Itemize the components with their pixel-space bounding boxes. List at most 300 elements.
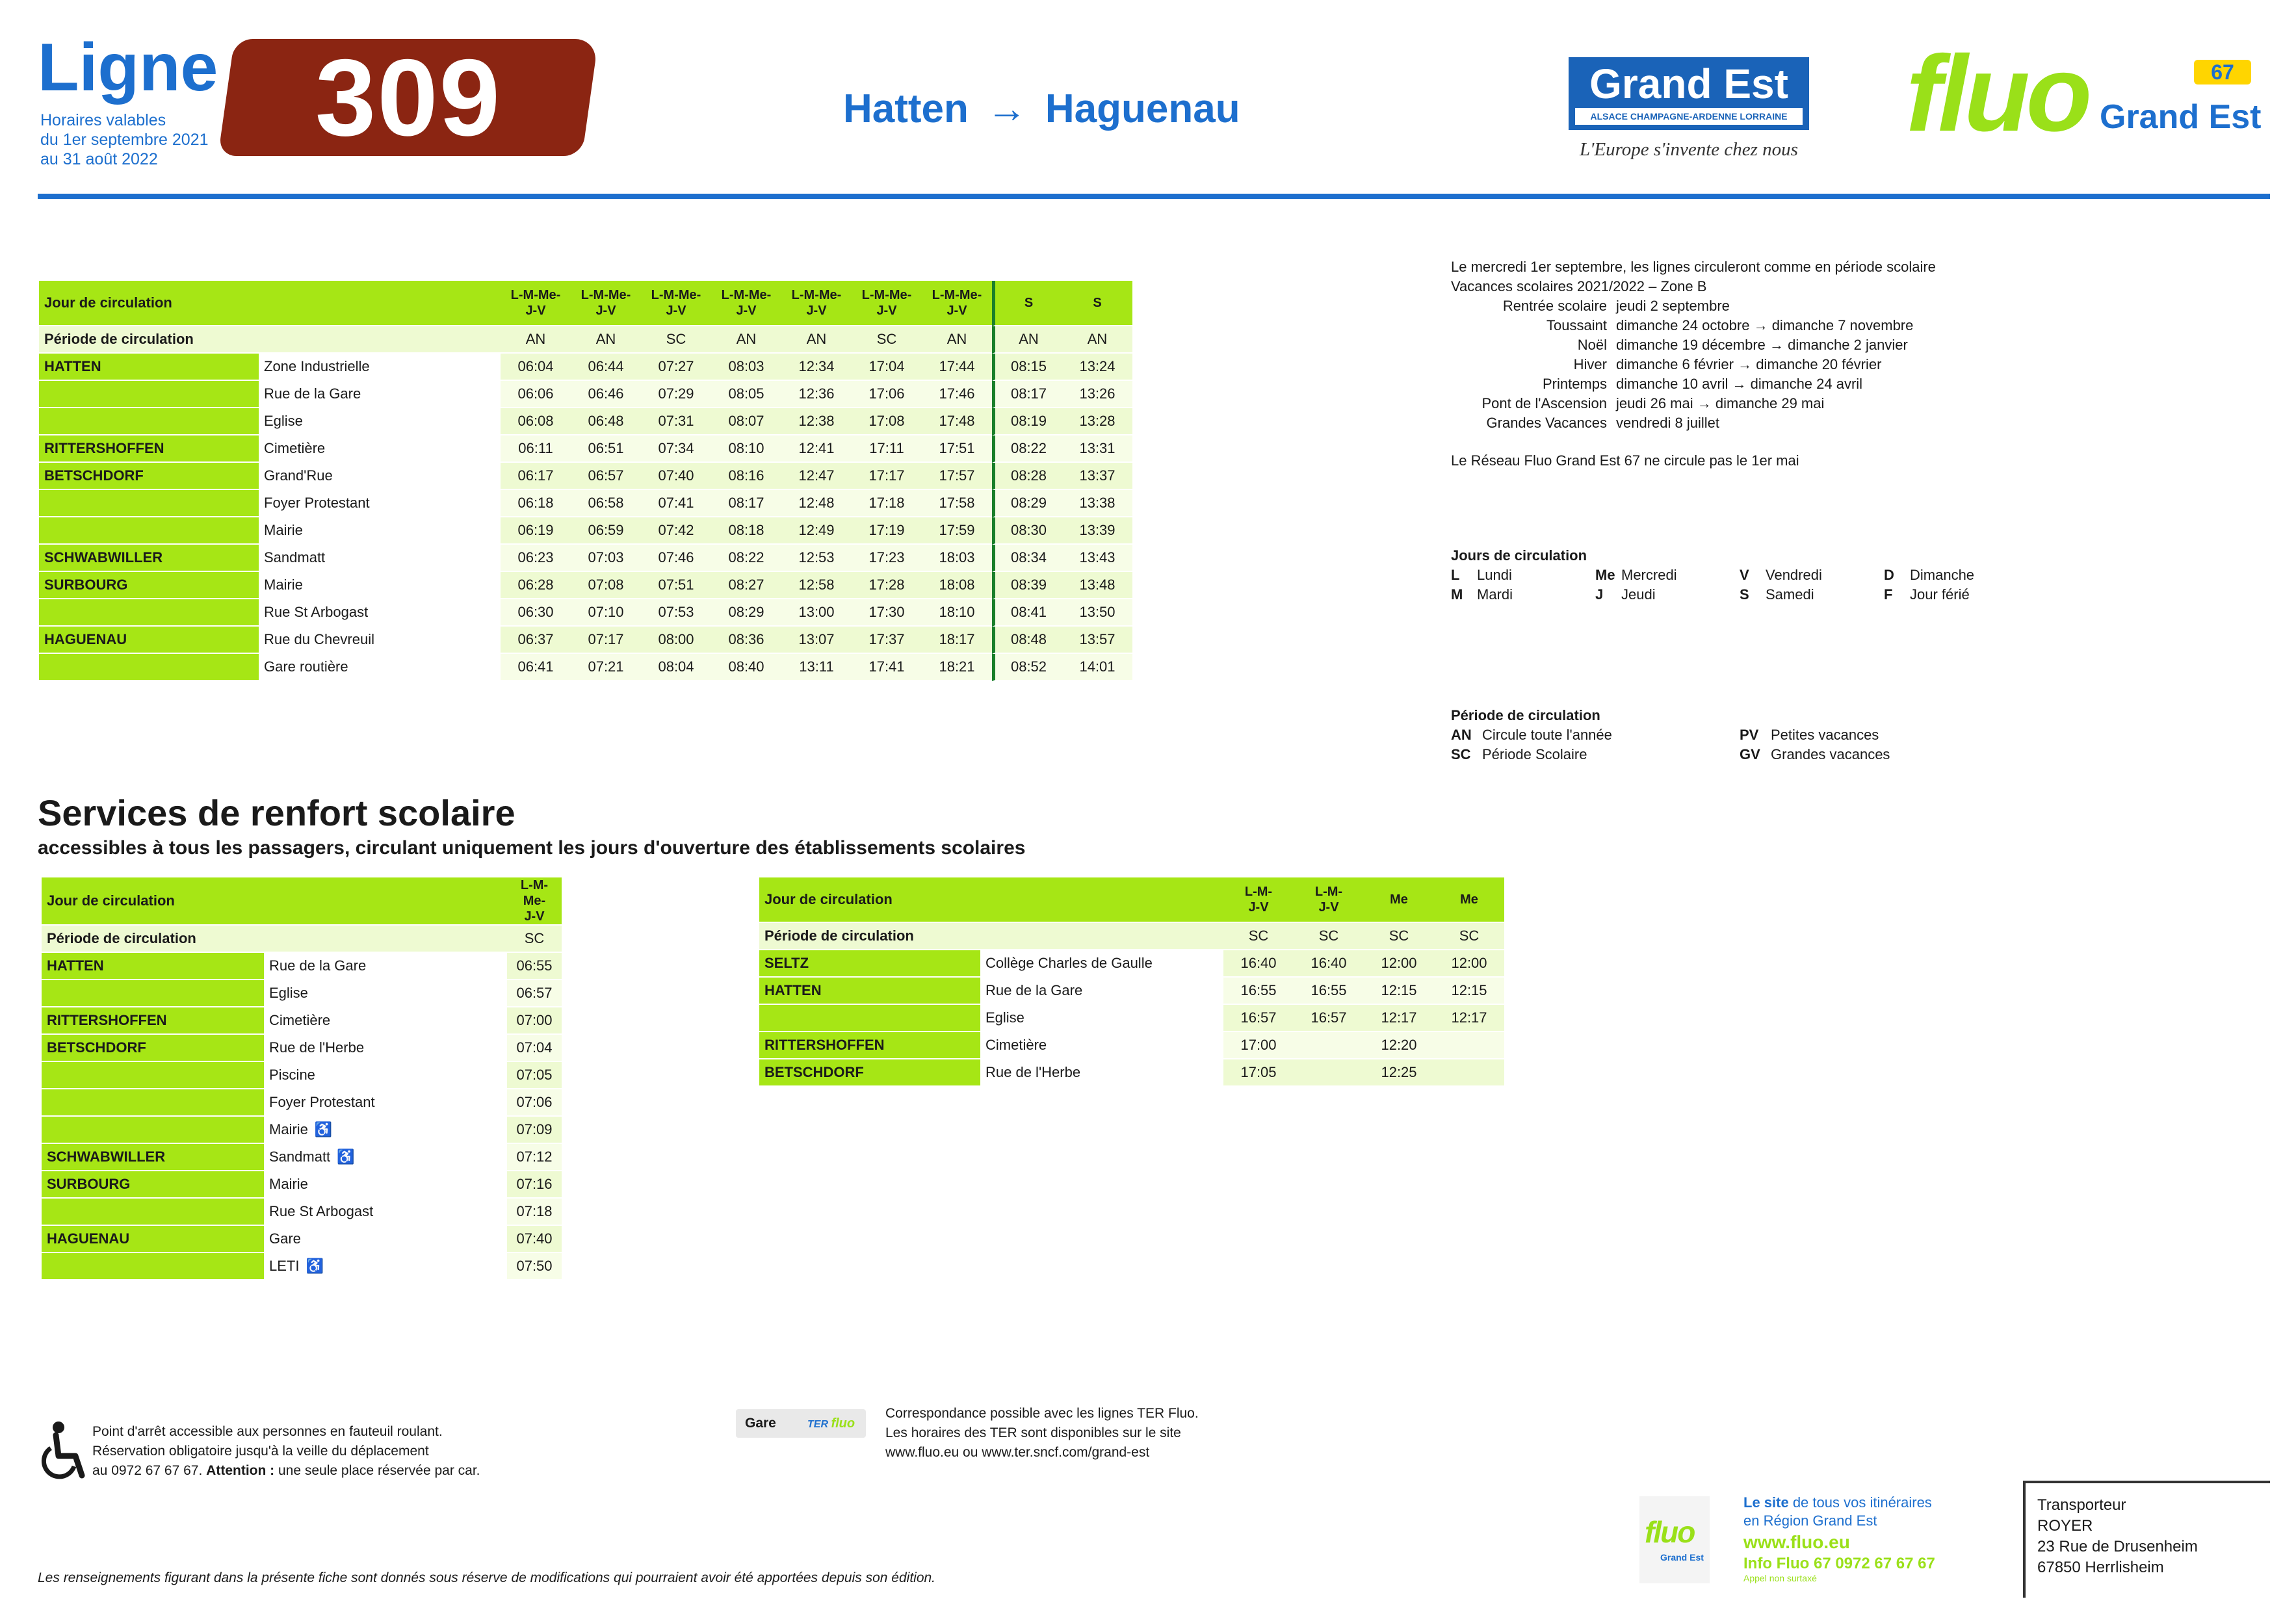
day-legend-code: V <box>1740 567 1749 583</box>
stop-name-cell <box>264 980 507 1007</box>
first-day-note: Le mercredi 1er septembre, les lignes circuleront comme en période scolaire <box>1451 259 1936 275</box>
stop-name-cell <box>980 950 1223 978</box>
holiday-dates: dimanche 24 octobre → dimanche 7 novembre <box>1616 317 1914 333</box>
day-label: Jour de circulation <box>42 877 507 926</box>
period-code: AN <box>571 326 641 354</box>
day-legend-code: M <box>1451 586 1463 603</box>
day-legend-item <box>1595 565 1740 585</box>
holiday-row <box>1451 316 1936 335</box>
stop-name-cell <box>259 463 501 490</box>
stop-city <box>39 654 259 681</box>
stop-name: Gare routière <box>264 658 348 675</box>
stop-city: HAGUENAU <box>42 1226 264 1253</box>
stop-name-cell <box>264 1062 507 1089</box>
departure-time: 07:46 <box>641 545 711 572</box>
departure-time: 07:31 <box>641 408 711 435</box>
stop-row <box>42 1144 562 1171</box>
departure-time: 07:17 <box>571 627 641 654</box>
period-label: Période de circulation <box>42 926 507 953</box>
stop-name: Zone Industrielle <box>264 358 370 374</box>
grand-est-logo-subtitle: ALSACE CHAMPAGNE-ARDENNE LORRAINE <box>1575 108 1803 125</box>
departure-time: 06:04 <box>501 354 571 381</box>
day-legend-label: Dimanche <box>1910 567 1975 583</box>
departure-time: 08:52 <box>992 654 1062 681</box>
period-code: AN <box>501 326 571 354</box>
departure-time: 07:03 <box>571 545 641 572</box>
accessibility-line: Réservation obligatoire jusqu'à la veille du déplacement <box>92 1444 429 1459</box>
departure-time: 08:03 <box>711 354 781 381</box>
holidays-list <box>1451 296 1936 433</box>
departure-time: 17:30 <box>852 599 922 627</box>
transporteur-name: ROYER <box>2037 1517 2093 1535</box>
period-code: SC <box>507 926 562 953</box>
departure-time: 06:17 <box>501 463 571 490</box>
departure-time: 17:41 <box>852 654 922 681</box>
period-legend-item <box>1451 725 1740 745</box>
stop-city <box>39 599 259 627</box>
fluo-logo: fluo <box>1906 34 2089 154</box>
web-info <box>1743 1494 1935 1583</box>
stop-name: Foyer Protestant <box>269 1094 375 1110</box>
grand-est-logo-text: Grand Est <box>1589 60 1788 107</box>
stop-row <box>39 408 1132 435</box>
stop-name-cell <box>259 627 501 654</box>
route-arrow-icon: → <box>986 86 1027 131</box>
stop-name-cell <box>259 435 501 463</box>
period-legend-item <box>1451 745 1740 764</box>
day-code: S <box>992 281 1062 326</box>
departure-time: 18:03 <box>922 545 992 572</box>
departure-time: 17:58 <box>922 490 992 517</box>
stop-name: Eglise <box>269 985 308 1001</box>
departure-time: 17:00 <box>1223 1032 1294 1059</box>
departure-time: 06:57 <box>507 980 562 1007</box>
departure-time: 08:04 <box>641 654 711 681</box>
period-code: AN <box>922 326 992 354</box>
holiday-row <box>1451 296 1936 316</box>
departure-time: 06:37 <box>501 627 571 654</box>
departure-time: 13:24 <box>1062 354 1132 381</box>
stop-row <box>39 381 1132 408</box>
route-title <box>843 86 1240 132</box>
departure-time: 08:16 <box>711 463 781 490</box>
stop-row <box>39 627 1132 654</box>
line-number: 309 <box>315 36 502 159</box>
stop-row <box>759 1032 1504 1059</box>
transporteur-label: Transporteur <box>2037 1496 2126 1514</box>
departure-time: 13:11 <box>781 654 852 681</box>
stop-name: Eglise <box>985 1009 1024 1026</box>
departure-time: 06:19 <box>501 517 571 545</box>
accessibility-line: au 0972 67 67 67. <box>92 1463 203 1478</box>
departure-time: 08:05 <box>711 381 781 408</box>
stop-name: Grand'Rue <box>264 467 333 484</box>
stop-name: LETI <box>269 1258 300 1274</box>
stop-name-cell <box>259 517 501 545</box>
stop-name-cell <box>259 545 501 572</box>
departure-time: 17:28 <box>852 572 922 599</box>
departure-time: 12:47 <box>781 463 852 490</box>
departure-time: 16:40 <box>1223 950 1294 978</box>
departure-time: 07:51 <box>641 572 711 599</box>
stop-row <box>759 1005 1504 1032</box>
departure-time: 12:34 <box>781 354 852 381</box>
stop-city <box>39 381 259 408</box>
departure-time: 08:18 <box>711 517 781 545</box>
stop-row <box>39 463 1132 490</box>
stop-row <box>759 950 1504 978</box>
period-header-row <box>759 923 1504 950</box>
departure-time: 07:09 <box>507 1117 562 1144</box>
ter-fluo-label: fluo <box>831 1416 855 1431</box>
departure-time: 06:18 <box>501 490 571 517</box>
departure-time: 17:48 <box>922 408 992 435</box>
stop-name-cell <box>259 381 501 408</box>
departure-time: 08:48 <box>992 627 1062 654</box>
days-header-row <box>42 877 562 926</box>
departure-time: 07:08 <box>571 572 641 599</box>
stop-name-cell <box>259 408 501 435</box>
departure-time: 17:04 <box>852 354 922 381</box>
departure-time: 06:44 <box>571 354 641 381</box>
departure-time: 12:25 <box>1364 1059 1434 1087</box>
departure-time: 07:40 <box>641 463 711 490</box>
departure-time: 08:39 <box>992 572 1062 599</box>
stop-city <box>42 1089 264 1117</box>
departure-time: 12:41 <box>781 435 852 463</box>
stop-name: Rue de l'Herbe <box>985 1064 1081 1080</box>
info-phone[interactable]: Info Fluo 67 0972 67 67 67 <box>1743 1555 1935 1572</box>
fluo-region: Grand Est <box>2100 98 2262 136</box>
day-legend-code: S <box>1740 586 1749 603</box>
fluo-small-logo-text: fluo <box>1645 1515 1695 1549</box>
holiday-name: Grandes Vacances <box>1486 415 1607 431</box>
stop-name-cell <box>264 1253 507 1280</box>
day-legend-item <box>1740 565 1884 585</box>
stop-row <box>39 517 1132 545</box>
departure-time: 17:18 <box>852 490 922 517</box>
departure-time: 17:57 <box>922 463 992 490</box>
departure-time: 13:50 <box>1062 599 1132 627</box>
departure-time <box>1434 1032 1504 1059</box>
stop-name: Mairie <box>269 1121 308 1137</box>
stop-name: Cimetière <box>985 1037 1047 1053</box>
attention-text: une seule place réservée par car. <box>274 1463 480 1478</box>
stop-city: SCHWABWILLER <box>42 1144 264 1171</box>
departure-time: 17:06 <box>852 381 922 408</box>
stop-city: RITTERSHOFFEN <box>39 435 259 463</box>
renfort-subtitle: accessibles à tous les passagers, circulant uniquement les jours d'ouverture des établissements scolaires <box>38 837 1026 859</box>
departure-time: 06:08 <box>501 408 571 435</box>
departure-time: 08:22 <box>711 545 781 572</box>
departure-time: 08:29 <box>992 490 1062 517</box>
transporteur-city: 67850 Herrlisheim <box>2037 1559 2164 1576</box>
departure-time: 13:37 <box>1062 463 1132 490</box>
departure-time: 08:19 <box>992 408 1062 435</box>
wheelchair-icon: ♿ <box>306 1258 324 1274</box>
period-legend-item <box>1740 745 2028 764</box>
disclaimer: Les renseignements figurant dans la présente fiche sont donnés sous réserve de modifications qui pourraient avoir été apportées depuis son édition. <box>38 1570 936 1585</box>
holiday-name: Rentrée scolaire <box>1502 298 1607 314</box>
departure-time: 12:58 <box>781 572 852 599</box>
stop-name-cell <box>259 354 501 381</box>
info-phone-note: Appel non surtaxé <box>1743 1573 1817 1583</box>
stop-name: Rue St Arbogast <box>264 604 369 620</box>
departure-time <box>1294 1032 1364 1059</box>
holiday-name: Hiver <box>1573 356 1607 372</box>
stop-row <box>42 1226 562 1253</box>
day-legend-item <box>1451 565 1595 585</box>
wheelchair-icon: ♿ <box>337 1149 355 1165</box>
stop-name: Mairie <box>264 577 303 593</box>
day-legend-code: F <box>1884 586 1893 603</box>
stop-city <box>759 1005 980 1032</box>
stop-row <box>42 1007 562 1035</box>
period-code: SC <box>1364 923 1434 950</box>
day-legend-code: J <box>1595 586 1604 603</box>
period-legend-item <box>1740 725 2028 745</box>
departure-time: 13:43 <box>1062 545 1132 572</box>
period-header-row <box>42 926 562 953</box>
period-code: SC <box>1434 923 1504 950</box>
departure-time: 18:08 <box>922 572 992 599</box>
stop-name: Cimetière <box>264 440 326 456</box>
departure-time: 08:00 <box>641 627 711 654</box>
stop-city: HATTEN <box>39 354 259 381</box>
stop-city: SELTZ <box>759 950 980 978</box>
period-legend-code: SC <box>1451 746 1471 762</box>
stop-name: Collège Charles de Gaulle <box>985 955 1153 971</box>
departure-time: 13:31 <box>1062 435 1132 463</box>
period-code: AN <box>781 326 852 354</box>
ter-fluo-logo <box>807 1409 855 1439</box>
day-legend-label: Mardi <box>1477 586 1513 603</box>
ter-line: Les horaires des TER sont disponibles sur le site <box>885 1425 1181 1440</box>
stop-name: Rue de la Gare <box>264 385 361 402</box>
departure-time: 07:50 <box>507 1253 562 1280</box>
holiday-dates: vendredi 8 juillet <box>1616 415 1719 431</box>
day-label: Jour de circulation <box>759 877 1223 923</box>
stop-city <box>39 517 259 545</box>
stop-row <box>759 1059 1504 1087</box>
period-legend-label: Période Scolaire <box>1482 746 1587 762</box>
day-code: L-M- J-V <box>1294 877 1364 923</box>
holiday-row <box>1451 413 1936 433</box>
fluo-small-logo-region: Grand Est <box>1660 1552 1704 1563</box>
day-code: L-M-Me- J-V <box>922 281 992 326</box>
departure-time: 16:55 <box>1294 978 1364 1005</box>
stop-city <box>39 490 259 517</box>
departure-time: 12:15 <box>1364 978 1434 1005</box>
departure-time: 08:41 <box>992 599 1062 627</box>
day-legend-item <box>1595 585 1740 604</box>
stop-name-cell <box>264 953 507 980</box>
day-legend-label: Vendredi <box>1766 567 1822 583</box>
departure-time: 06:46 <box>571 381 641 408</box>
departure-time: 13:28 <box>1062 408 1132 435</box>
departure-time: 17:17 <box>852 463 922 490</box>
holiday-name: Noël <box>1577 337 1607 353</box>
stop-name-cell <box>259 490 501 517</box>
grand-est-logo <box>1569 57 1809 130</box>
website-link[interactable]: www.fluo.eu <box>1743 1532 1850 1552</box>
departure-time: 16:57 <box>1294 1005 1364 1032</box>
departure-time: 17:46 <box>922 381 992 408</box>
stop-name-cell <box>980 1032 1223 1059</box>
stop-city: SURBOURG <box>42 1171 264 1199</box>
stop-row <box>42 1089 562 1117</box>
departure-time: 08:30 <box>992 517 1062 545</box>
stop-city: BETSCHDORF <box>759 1059 980 1087</box>
day-legend-item <box>1884 585 2028 604</box>
period-code: SC <box>641 326 711 354</box>
main-timetable <box>39 281 1132 681</box>
days-legend <box>1451 546 2028 604</box>
ter-connection-note <box>885 1404 1199 1462</box>
departure-time: 12:00 <box>1364 950 1434 978</box>
departure-time: 08:36 <box>711 627 781 654</box>
departure-time: 07:06 <box>507 1089 562 1117</box>
period-code: AN <box>711 326 781 354</box>
departure-time: 08:10 <box>711 435 781 463</box>
stop-name: Eglise <box>264 413 303 429</box>
departure-time: 07:53 <box>641 599 711 627</box>
departure-time: 06:55 <box>507 953 562 980</box>
stop-city: RITTERSHOFFEN <box>42 1007 264 1035</box>
holiday-row <box>1451 374 1936 394</box>
departure-time: 06:06 <box>501 381 571 408</box>
ter-links[interactable]: www.fluo.eu ou www.ter.sncf.com/grand-est <box>885 1445 1150 1460</box>
gare-label: Gare <box>745 1416 776 1431</box>
days-legend-title: Jours de circulation <box>1451 547 1587 564</box>
holiday-name: Printemps <box>1542 376 1607 392</box>
day-code: L-M-Me- J-V <box>641 281 711 326</box>
fluo-small-logo <box>1639 1496 1710 1583</box>
holiday-dates: jeudi 2 septembre <box>1616 298 1730 314</box>
departure-time: 17:59 <box>922 517 992 545</box>
stop-name-cell <box>980 1059 1223 1087</box>
stop-city <box>42 980 264 1007</box>
departure-time: 17:44 <box>922 354 992 381</box>
period-legend-label: Grandes vacances <box>1771 746 1890 762</box>
stop-city: BETSCHDORF <box>39 463 259 490</box>
stop-row <box>42 1035 562 1062</box>
day-legend-item <box>1884 565 2028 585</box>
period-legend-label: Petites vacances <box>1771 727 1879 743</box>
departure-time: 08:22 <box>992 435 1062 463</box>
validity-line: au 31 août 2022 <box>40 150 158 168</box>
stop-row <box>39 354 1132 381</box>
stop-row <box>42 1253 562 1280</box>
holiday-dates: jeudi 26 mai → dimanche 29 mai <box>1616 395 1825 411</box>
route-origin: Hatten <box>843 86 969 131</box>
web-line-bold: Le site <box>1743 1494 1789 1511</box>
departure-time: 13:00 <box>781 599 852 627</box>
departure-time: 07:00 <box>507 1007 562 1035</box>
day-legend-code: Me <box>1595 567 1615 583</box>
departure-time: 06:59 <box>571 517 641 545</box>
period-legend <box>1451 706 2028 764</box>
mayday-note: Le Réseau Fluo Grand Est 67 ne circule pas le 1er mai <box>1451 452 1799 469</box>
departure-time: 06:48 <box>571 408 641 435</box>
period-code: AN <box>992 326 1062 354</box>
departure-time: 08:17 <box>992 381 1062 408</box>
departure-time: 07:29 <box>641 381 711 408</box>
accessibility-line: Point d'arrêt accessible aux personnes en fauteuil roulant. <box>92 1424 443 1439</box>
departure-time: 07:41 <box>641 490 711 517</box>
period-code: SC <box>1223 923 1294 950</box>
day-code: Me <box>1434 877 1504 923</box>
holidays-title: Vacances scolaires 2021/2022 – Zone B <box>1451 278 1707 294</box>
stop-city <box>42 1253 264 1280</box>
days-header-row <box>759 877 1504 923</box>
departure-time: 06:30 <box>501 599 571 627</box>
stop-name-cell <box>264 1199 507 1226</box>
header-divider <box>38 194 2270 199</box>
day-label: Jour de circulation <box>39 281 501 326</box>
stop-name: Rue St Arbogast <box>269 1203 374 1219</box>
departure-time: 07:40 <box>507 1226 562 1253</box>
departure-time: 17:37 <box>852 627 922 654</box>
period-header-row <box>39 326 1132 354</box>
stop-name: Mairie <box>269 1176 308 1192</box>
departure-time: 16:40 <box>1294 950 1364 978</box>
stop-name: Gare <box>269 1230 301 1247</box>
wheelchair-icon <box>36 1421 88 1483</box>
departure-time: 06:58 <box>571 490 641 517</box>
day-legend-label: Jour férié <box>1910 586 1970 603</box>
day-code: S <box>1062 281 1132 326</box>
departure-time: 08:29 <box>711 599 781 627</box>
renfort-timetable-right <box>759 877 1504 1087</box>
departure-time: 08:34 <box>992 545 1062 572</box>
stop-name-cell <box>259 599 501 627</box>
holiday-name: Toussaint <box>1546 317 1607 333</box>
departure-time: 13:07 <box>781 627 852 654</box>
stop-name-cell <box>264 1117 507 1144</box>
day-legend-label: Samedi <box>1766 586 1814 603</box>
validity-line: Horaires valables <box>40 111 166 129</box>
stop-name: Cimetière <box>269 1012 331 1028</box>
stop-name: Rue de l'Herbe <box>269 1039 365 1056</box>
departure-time: 17:23 <box>852 545 922 572</box>
stop-row <box>42 953 562 980</box>
stop-name-cell <box>264 1007 507 1035</box>
departure-time: 12:49 <box>781 517 852 545</box>
stop-city <box>42 1062 264 1089</box>
stop-row <box>42 1062 562 1089</box>
gare-ter-badge <box>736 1409 866 1438</box>
info-notes <box>1451 257 1936 471</box>
departure-time: 17:05 <box>1223 1059 1294 1087</box>
stop-name: Sandmatt <box>264 549 326 565</box>
grand-est-tagline: L'Europe s'invente chez nous <box>1580 139 1798 160</box>
holiday-row <box>1451 355 1936 374</box>
departure-time: 07:05 <box>507 1062 562 1089</box>
period-legend-code: PV <box>1740 727 1759 743</box>
departure-time: 18:21 <box>922 654 992 681</box>
route-destination: Haguenau <box>1045 86 1240 131</box>
stop-name-cell <box>264 1089 507 1117</box>
stop-row <box>759 978 1504 1005</box>
renfort-title: Services de renfort scolaire <box>38 792 515 833</box>
stop-city <box>39 408 259 435</box>
departure-time: 13:26 <box>1062 381 1132 408</box>
stop-row <box>42 1199 562 1226</box>
departure-time: 18:10 <box>922 599 992 627</box>
day-legend-label: Jeudi <box>1621 586 1656 603</box>
departure-time: 17:11 <box>852 435 922 463</box>
